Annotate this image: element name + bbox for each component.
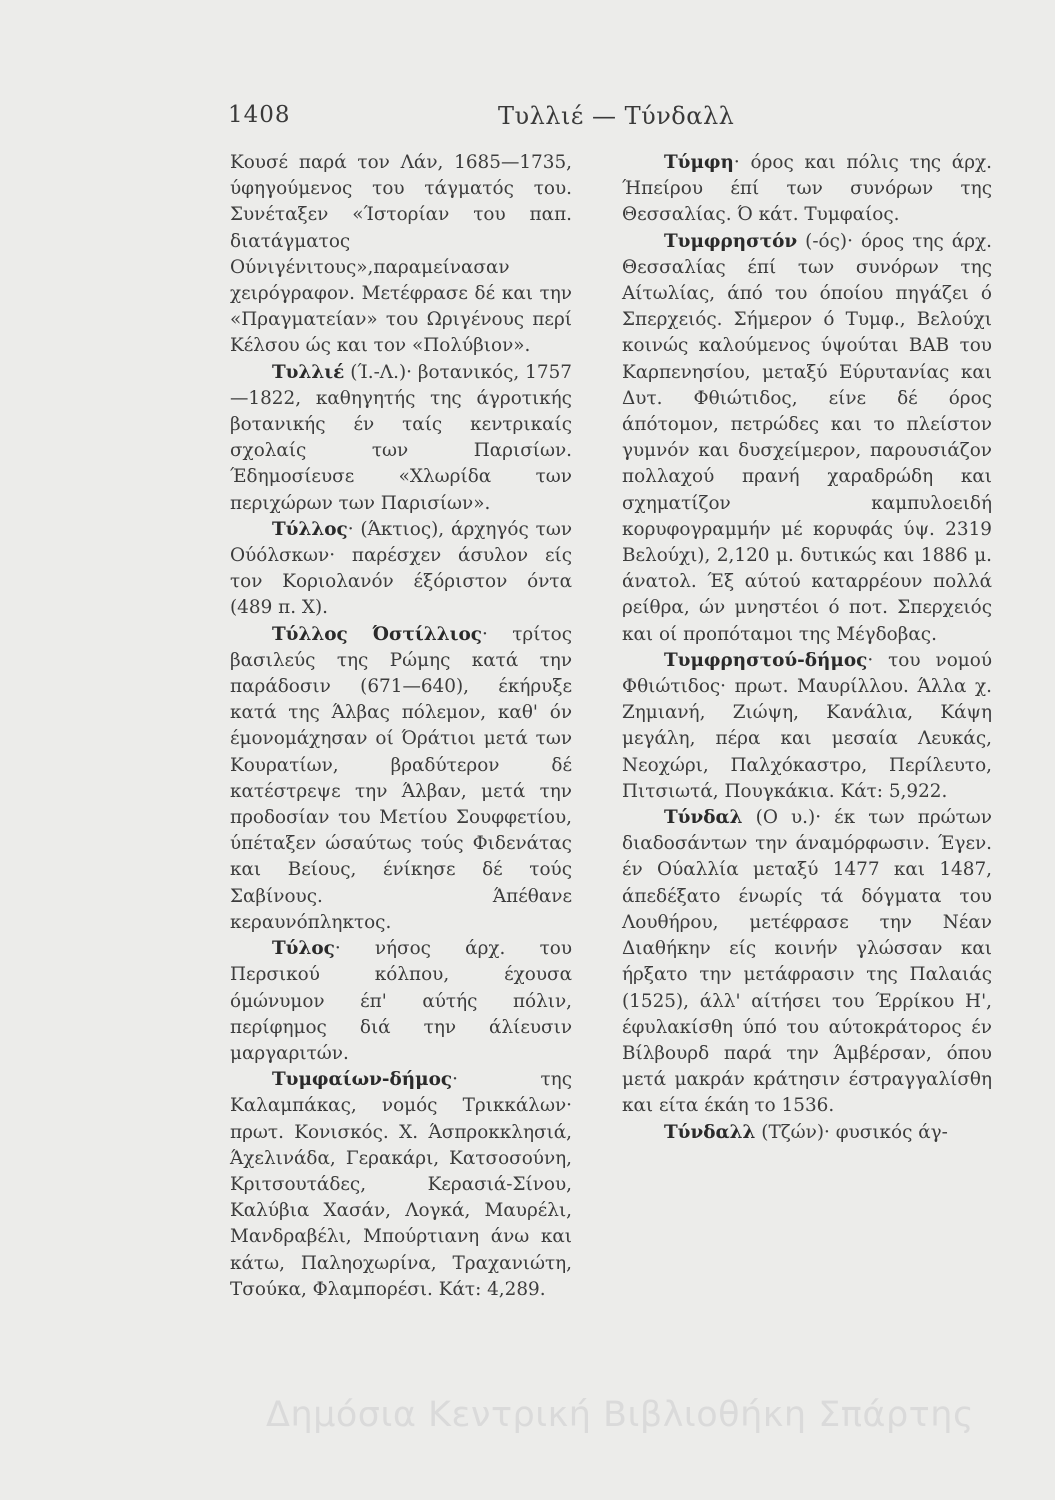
- dictionary-entry: [230, 622, 572, 936]
- dictionary-entry: [622, 805, 992, 1119]
- entry-headword: Τύλλος Όστίλλιος: [272, 623, 482, 645]
- entry-headword: Τύνδαλ: [664, 807, 743, 829]
- entry-headword: Τυμφρηστόν: [664, 230, 798, 252]
- right-column: [622, 150, 992, 1146]
- dictionary-entry: [622, 1120, 992, 1146]
- entry-text: · νήσος άρχ. του Περσικού κόλπου, έχουσα όμώνυμον έπ' αύτής πόλιν, περίφημος διά την άλίευσιν μαργαριτών.: [230, 938, 572, 1064]
- dictionary-entry: [230, 360, 572, 517]
- running-head: Τυλλιέ — Τύνδαλλ: [498, 102, 735, 130]
- left-column: [230, 150, 572, 1303]
- entry-text: (Τζών)· φυσικός άγ-: [755, 1121, 948, 1143]
- entry-headword: Τύνδαλλ: [664, 1121, 756, 1143]
- dictionary-entry: [622, 150, 992, 229]
- entry-text: (Ο υ.)· έκ των πρώτων διαδοσάντων την άναμόρφωσιν. Έγεν. έν Ούαλλία μεταξύ 1477 και 1487, άπεδέξατο ένωρίς τά δόγματα του Λουθήρου, μετέφρασε την Νέαν Διαθήκην είς κοινήν γλώσσαν και ήρξατο την μετάφρασιν της Παλαιάς (1525), άλλ' αίτήσει του Έρρίκου Η', έφυλακίσθη ύπό του αύτοκράτορος έν Βίλβουρδ παρά την Άμβέρσαν, όπου μετά μακράν κράτησιν έστραγγαλίσθη και είτα έκάη το 1536.: [622, 807, 992, 1117]
- entry-headword: Τυλλιέ: [272, 361, 345, 383]
- entry-text: (-ός)· όρος της άρχ. Θεσσαλίας έπί των συνόρων της Αίτωλίας, άπό του όποίου πηγάζει ό Σπερχειός. Σήμερον ό Τυμφ., Βελούχι κοινώς καλούμενος ύψούται ΒΑΒ του Καρπενησίου, μεταξύ Εύρυτανίας και Δυτ. Φθιώτιδος, είνε δέ όρος άπότομον, πετρώδες και το πλείστον γυμνόν και δυσχείμερον, παρουσιάζον πολλαχού πρανή χαραδρώδη και σχηματίζον καμπυλοειδή κορυφογραμμήν μέ κορυφάς ύψ. 2319 Βελούχι), 2,120 μ. δυτικώς και 1886 μ. άνατολ. Έξ αύτού καταρρέουν πολλά ρείθρα, ών μνηστέοι ό ποτ. Σπερχειός και οί προπόταμοι της Μέγδοβας.: [622, 230, 992, 645]
- entry-text: · (Άκτιος), άρχηγός των Ούόλσκων· παρέσχεν άσυλον είς τον Κοριολανόν έξόριστον όντα (489 π. Χ).: [230, 518, 572, 619]
- dictionary-entry: [230, 150, 572, 360]
- entry-text: · του νομού Φθιώτιδος· πρωτ. Μαυρίλλου. Άλλα χ. Ζημιανή, Ζιώψη, Κανάλια, Κάψη μεγάλη, πέρα και μεσαία Λευκάς, Νεοχώρι, Παλχόκαστρο, Περίλευτο, Πιτσιωτά, Πουγκάκια. Κάτ: 5,922.: [622, 649, 992, 802]
- entry-text: Κουσέ παρά τον Λάν, 1685—1735, ύφηγούμενος του τάγματός του. Συνέταξεν «Ίστορίαν του παπ. διατάγματος Ούνιγένιτους»,παραμείνασαν χειρόγραφον. Μετέφρασε δέ και την «Πραγματείαν» του Ωριγένους περί Κέλσου ώς και τον «Πολύβιον».: [230, 152, 572, 357]
- entry-text: · της Καλαμπάκας, νομός Τρικκάλων· πρωτ. Κονισκός. Χ. Άσπροκκλησιά, Άχελινάδα, Γερακάρι, Κατσοσούνη, Κριτσουτάδες, Κερασιά-Σίνου, Καλύβια Χασάν, Λογκά, Μαυρέλι, Μανδραβέλι, Μπούρτιανη άνω και κάτω, Παληοχωρίνα, Τραχανιώτη, Τσούκα, Φλαμπορέσι. Κάτ: 4,289.: [230, 1069, 572, 1300]
- entry-text: · όρος και πόλις της άρχ. Ήπείρου έπί των συνόρων της Θεσσαλίας. Ό κάτ. Τυμφαίος.: [622, 152, 992, 226]
- dictionary-entry: [622, 229, 992, 648]
- library-watermark: Δημόσια Κεντρική Βιβλιοθήκη Σπάρτης: [266, 1395, 974, 1435]
- entry-headword: Τύλλος: [272, 518, 348, 540]
- dictionary-entry: [230, 517, 572, 622]
- page-header: [228, 102, 788, 142]
- entry-headword: Τυμφρηστού-δήμος: [664, 649, 868, 671]
- dictionary-entry: [230, 936, 572, 1067]
- page-number: 1408: [228, 102, 291, 128]
- entry-headword: Τύμφη: [664, 152, 734, 173]
- entry-text: (Ί.-Λ.)· βοτανικός, 1757 —1822, καθηγητής της άγροτικής βοτανικής έν ταίς κεντρικαίς σχολαίς των Παρισίων. Έδημοσίευσε «Χλωρίδα των περιχώρων των Παρισίων».: [230, 361, 572, 514]
- entry-headword: Τύλος: [272, 938, 335, 960]
- entry-text: · τρίτος βασιλεύς της Ρώμης κατά την παράδοσιν (671—640), έκήρυξε κατά της Άλβας πόλεμον, καθ' όν έμονομάχησαν οί Όράτιοι μετά των Κουρατίων, βραδύτερον δέ κατέστρεψε την Άλβαν, μετά την προδοσίαν του Μετίου Σουφφετίου, ύπέταξεν ώσαύτως τούς Φιδενάτας και Βείους, ένίκησε δέ τούς Σαβίνους. Άπέθανε κεραυνόπληκτος.: [230, 623, 572, 933]
- entry-headword: Τυμφαίων-δήμος: [272, 1069, 453, 1091]
- dictionary-entry: [230, 1067, 572, 1303]
- dictionary-entry: [622, 648, 992, 805]
